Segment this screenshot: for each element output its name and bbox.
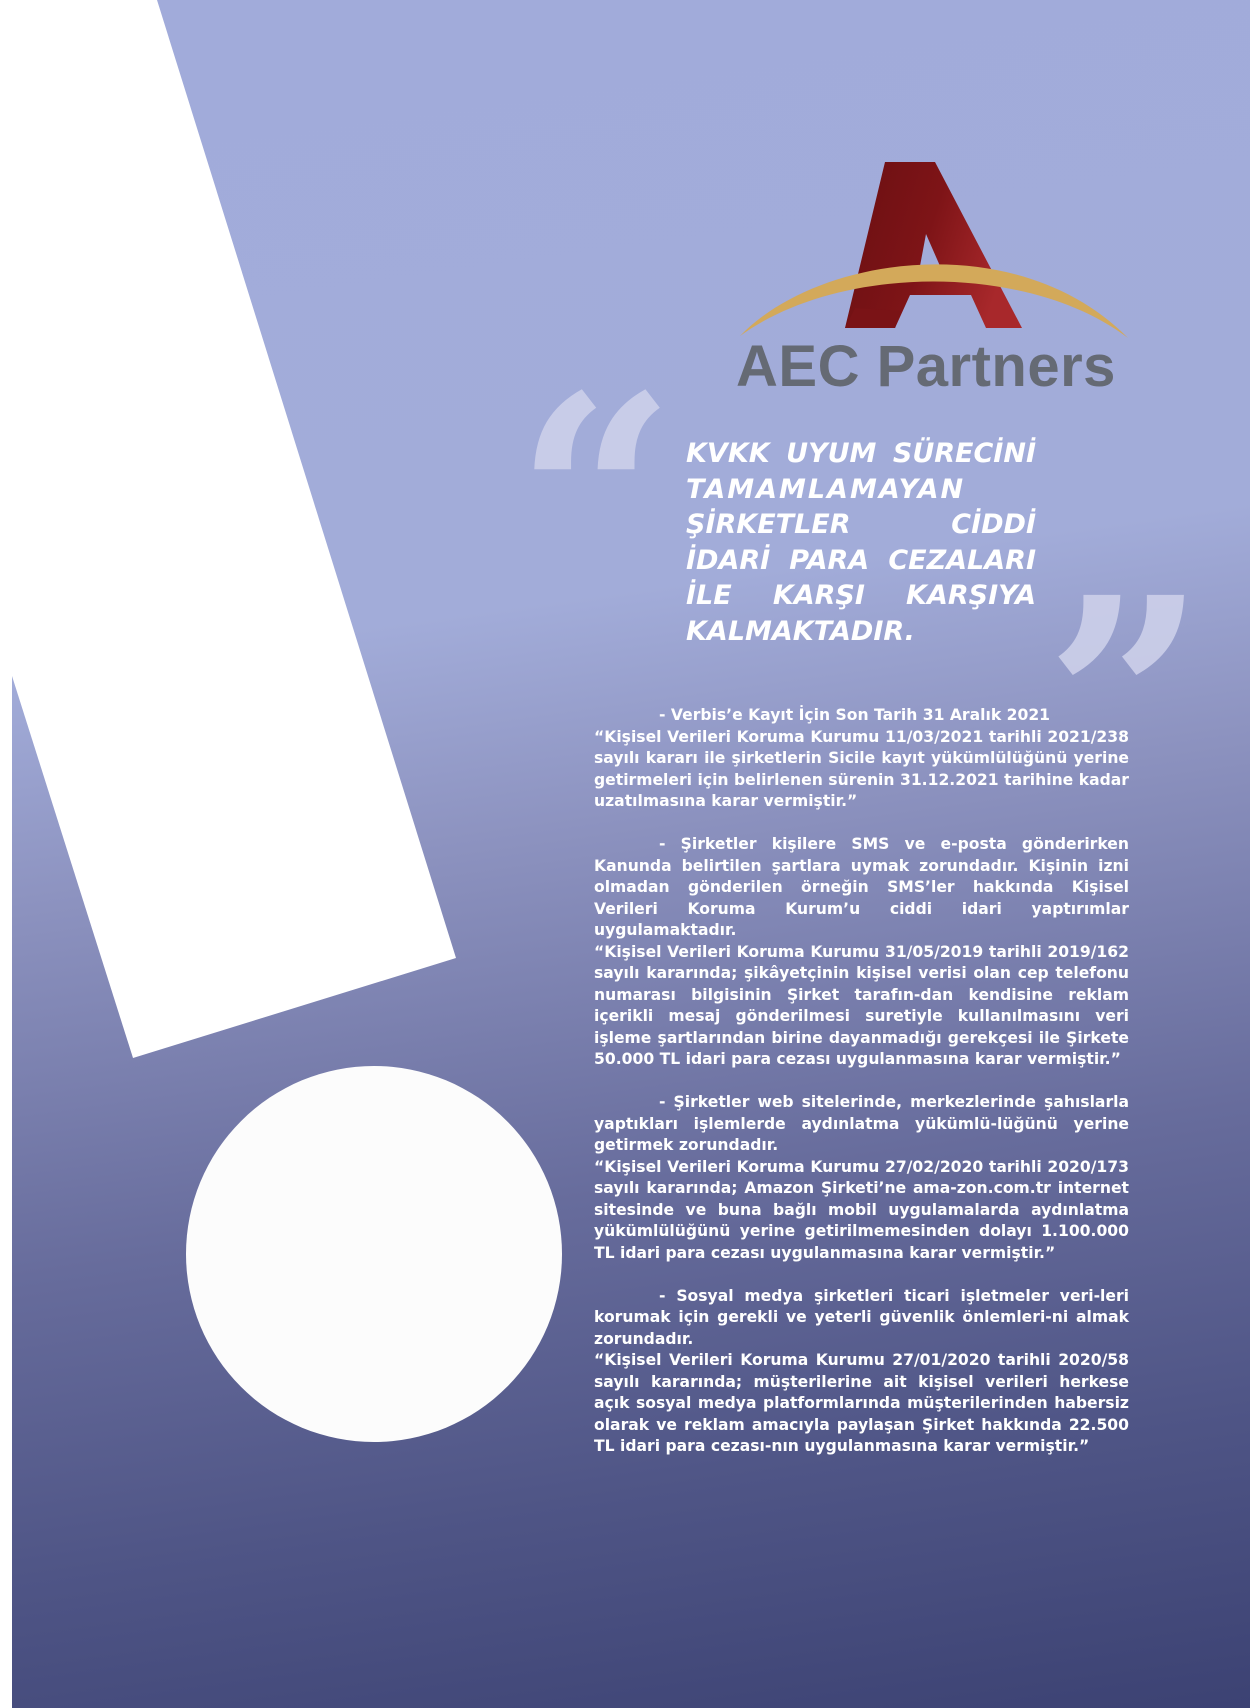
brand-name: AEC Partners: [736, 334, 1116, 399]
body-text: [594, 705, 1129, 1458]
close-quote-mark: ”: [1045, 537, 1207, 866]
section-heading: - Şirketler web sitelerinde, merkezlerinde şahıslarla yaptıkları işlemlerde aydınlatma yükümlü-lüğünü yerine getirmek zorundadır.: [594, 1093, 1129, 1154]
headline-line: KVKK UYUM SÜRECİNİ: [686, 438, 1036, 469]
section-quote: “Kişisel Verileri Koruma Kurumu 27/01/2020 tarihli 2020/58 sayılı kararında; müşterilerine ait kişisel verileri herkese açık sosyal medya platformlarında müşterilerinden habersiz olarak ve reklam amacıyla paylaşan Şirket hakkında 22.500 TL idari para cezası-nın uygulanmasına karar vermiştir.”: [594, 1351, 1129, 1455]
section-heading: - Şirketler kişilere SMS ve e-posta gönderirken Kanunda belirtilen şartlara uymak zorundadır. Kişinin izni olmadan gönderilen örneğin SMS’ler hakkında Kişisel Verileri Koruma Kurum’u ciddi idari yaptırımlar uygulamaktadır.: [594, 835, 1129, 939]
open-quote-mark: “: [515, 335, 677, 664]
logo-letter-a-shape: [845, 162, 1022, 328]
headline-line: İDARİ PARA CEZALARI: [686, 544, 1036, 576]
section-quote: “Kişisel Verileri Koruma Kurumu 27/02/2020 tarihli 2020/173 sayılı kararında; Amazon Şirketi’ne ama-zon.com.tr internet sitesinde ve buna bağlı mobil uygulamalarda aydınlatma yükümlülüğünü yerine getirilmemesinden dolayı 1.100.000 TL idari para cezası uygulanmasına karar vermiştir.”: [594, 1157, 1129, 1262]
exclamation-dot-shape: [186, 1066, 562, 1442]
section-heading: - Verbis’e Kayıt İçin Son Tarih 31 Aralık 2021: [659, 706, 1051, 724]
section-quote: “Kişisel Verileri Koruma Kurumu 31/05/2019 tarihli 2019/162 sayılı kararında; şikâyetçinin kişisel verisi olan cep telefonu numarası bilgisinin Şirket tarafın-dan kendisine reklam içerikli mesaj gönderilmesi suretiyle kullanılmasını veri işleme şartlarından birine dayanmadığı gerekçesi ile Şirkete 50.000 TL idari para cezası uygulanmasına karar vermiştir.”: [594, 942, 1129, 1068]
headline-line: TAMAMLAMAYAN: [686, 473, 966, 505]
headline-line: KALMAKTADIR.: [686, 615, 915, 647]
headline: [686, 436, 1036, 649]
logo-arc-shape: [740, 264, 1128, 338]
headline-line: ŞİRKETLER CİDDİ: [686, 509, 1036, 540]
section-quote: “Kişisel Verileri Koruma Kurumu 11/03/2021 tarihli 2021/238 sayılı kararı ile şirketlerin Sicile kayıt yükümlülüğünü yerine getirmeleri için belirlenen sürenin 31.12.2021 tarihine kadar uzatılmasına karar vermiştir.”: [594, 727, 1129, 810]
headline-line: İLE KARŞI KARŞIYA: [686, 580, 1036, 611]
section-heading: - Sosyal medya şirketleri ticari işletmeler veri-leri korumak için gerekli ve yeterli güvenlik önlemleri-ni almak zorundadır.: [594, 1286, 1129, 1348]
